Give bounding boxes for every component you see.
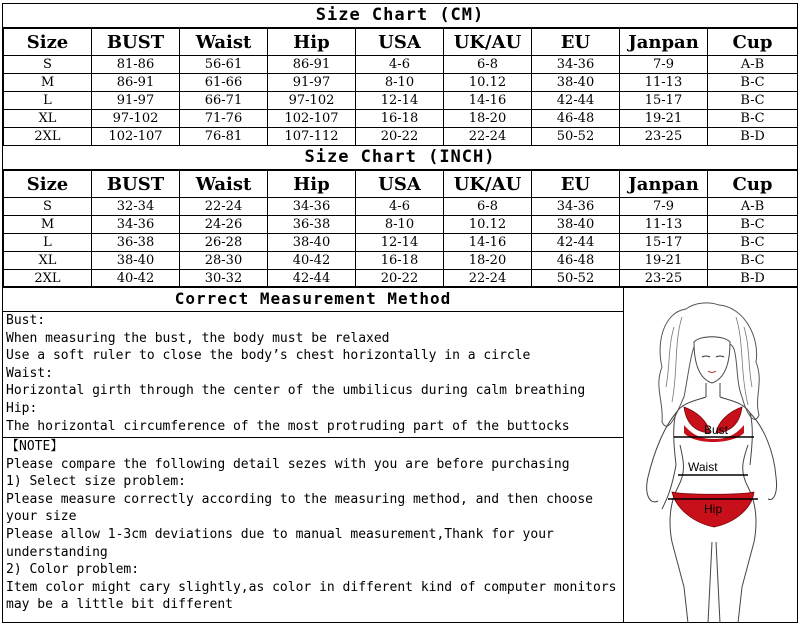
table-cell: 97-102 xyxy=(268,92,356,110)
col-bust-header: BUST xyxy=(92,29,180,56)
inch-size-table xyxy=(3,170,798,288)
table-cell: 22-24 xyxy=(444,128,532,146)
table-cell: 32-34 xyxy=(92,198,180,216)
table-cell: 56-61 xyxy=(180,56,268,74)
table-cell: 81-86 xyxy=(92,56,180,74)
table-cell: 23-25 xyxy=(620,128,708,146)
col-hip-header: Hip xyxy=(268,29,356,56)
col-size-header: Size xyxy=(4,171,92,198)
table-cell: B-C xyxy=(708,110,798,128)
table-cell: XL xyxy=(4,110,92,128)
size-chart-sheet xyxy=(2,3,798,623)
table-cell: 102-107 xyxy=(92,128,180,146)
table-cell: 36-38 xyxy=(92,234,180,252)
table-cell: 19-21 xyxy=(620,110,708,128)
table-cell: 24-26 xyxy=(180,216,268,234)
inch-header-row xyxy=(4,171,798,198)
method-line: Waist: xyxy=(6,365,53,381)
table-cell: M xyxy=(4,216,92,234)
table-cell: 97-102 xyxy=(92,110,180,128)
table-cell: 20-22 xyxy=(356,128,444,146)
table-cell: 11-13 xyxy=(620,216,708,234)
table-row xyxy=(4,216,798,234)
method-line: Use a soft ruler to close the body’s chest horizontally in a circle xyxy=(6,348,531,364)
table-cell: 86-91 xyxy=(92,74,180,92)
table-cell: 6-8 xyxy=(444,56,532,74)
table-cell: 34-36 xyxy=(532,198,620,216)
table-row xyxy=(4,74,798,92)
table-cell: 50-52 xyxy=(532,128,620,146)
table-cell: 20-22 xyxy=(356,270,444,288)
table-cell: 38-40 xyxy=(532,216,620,234)
table-cell: S xyxy=(4,198,92,216)
table-cell: 15-17 xyxy=(620,92,708,110)
method-text xyxy=(3,312,623,438)
table-cell: 102-107 xyxy=(268,110,356,128)
table-cell: 34-36 xyxy=(92,216,180,234)
table-cell: 30-32 xyxy=(180,270,268,288)
method-line: When measuring the bust, the body must be relaxed xyxy=(6,330,390,346)
table-cell: A-B xyxy=(708,56,798,74)
table-cell: 4-6 xyxy=(356,56,444,74)
method-line: Horizontal girth through the center of the umbilicus during calm breathing xyxy=(6,383,586,399)
col-japan-header: Janpan xyxy=(620,171,708,198)
table-cell: 34-36 xyxy=(532,56,620,74)
col-bust-header: BUST xyxy=(92,171,180,198)
table-cell: A-B xyxy=(708,198,798,216)
table-cell: B-C xyxy=(708,216,798,234)
note-line: Please allow 1-3cm deviations due to manual measurement,Thank for your understanding xyxy=(6,526,554,560)
note-line: Please measure correctly according to the measuring method, and then choose your size xyxy=(6,491,593,525)
table-cell: XL xyxy=(4,252,92,270)
note-line: 1) Select size problem: xyxy=(6,474,187,490)
table-cell: 11-13 xyxy=(620,74,708,92)
col-eu-header: EU xyxy=(532,29,620,56)
table-row xyxy=(4,92,798,110)
table-cell: 71-76 xyxy=(180,110,268,128)
table-cell: B-C xyxy=(708,92,798,110)
col-eu-header: EU xyxy=(532,171,620,198)
table-cell: 91-97 xyxy=(92,92,180,110)
table-cell: 6-8 xyxy=(444,198,532,216)
note-text xyxy=(3,438,623,614)
table-cell: B-C xyxy=(708,74,798,92)
table-row xyxy=(4,128,798,146)
table-cell: 42-44 xyxy=(268,270,356,288)
table-cell: 40-42 xyxy=(92,270,180,288)
table-cell: 7-9 xyxy=(620,198,708,216)
table-cell: L xyxy=(4,92,92,110)
table-cell: 23-25 xyxy=(620,270,708,288)
measurement-text-panel xyxy=(3,287,624,623)
col-japan-header: Janpan xyxy=(620,29,708,56)
col-cup-header: Cup xyxy=(708,29,798,56)
table-cell: 8-10 xyxy=(356,216,444,234)
col-ukau-header: UK/AU xyxy=(444,29,532,56)
table-cell: 38-40 xyxy=(532,74,620,92)
table-row xyxy=(4,198,798,216)
table-cell: 12-14 xyxy=(356,234,444,252)
note-line: Item color might cary slightly,as color in different kind of computer monitors may be a little bit different xyxy=(6,579,617,613)
note-title: 【NOTE】 xyxy=(6,439,64,454)
table-cell: 2XL xyxy=(4,270,92,288)
table-cell: 4-6 xyxy=(356,198,444,216)
note-line: Please compare the following detail sezes with you are before purchasing xyxy=(6,456,570,472)
table-cell: 76-81 xyxy=(180,128,268,146)
table-cell: 18-20 xyxy=(444,252,532,270)
cm-chart-title: Size Chart (CM) xyxy=(3,4,797,28)
method-line: Bust: xyxy=(6,313,46,328)
table-cell: 28-30 xyxy=(180,252,268,270)
table-cell: 34-36 xyxy=(268,198,356,216)
table-row xyxy=(4,56,798,74)
table-cell: 50-52 xyxy=(532,270,620,288)
table-cell: 18-20 xyxy=(444,110,532,128)
table-cell: 7-9 xyxy=(620,56,708,74)
table-cell: 107-112 xyxy=(268,128,356,146)
table-cell: 15-17 xyxy=(620,234,708,252)
table-cell: 10.12 xyxy=(444,74,532,92)
bust-label: Bust xyxy=(704,423,729,437)
table-cell: 10.12 xyxy=(444,216,532,234)
table-cell: 40-42 xyxy=(268,252,356,270)
col-size-header: Size xyxy=(4,29,92,56)
method-title: Correct Measurement Method xyxy=(3,287,623,312)
table-cell: B-D xyxy=(708,270,798,288)
table-row xyxy=(4,234,798,252)
table-cell: 8-10 xyxy=(356,74,444,92)
table-cell: 16-18 xyxy=(356,252,444,270)
woman-figure-illustration xyxy=(624,287,797,623)
table-cell: L xyxy=(4,234,92,252)
col-usa-header: USA xyxy=(356,171,444,198)
method-line: The horizontal circumference of the most protruding part of the buttocks xyxy=(6,418,570,434)
table-cell: 91-97 xyxy=(268,74,356,92)
table-cell: 26-28 xyxy=(180,234,268,252)
table-cell: 14-16 xyxy=(444,234,532,252)
col-waist-header: Waist xyxy=(180,29,268,56)
table-row xyxy=(4,252,798,270)
table-cell: B-C xyxy=(708,234,798,252)
col-cup-header: Cup xyxy=(708,171,798,198)
table-cell: 36-38 xyxy=(268,216,356,234)
measurement-figure xyxy=(624,287,797,623)
table-row xyxy=(4,270,798,288)
table-cell: 14-16 xyxy=(444,92,532,110)
table-cell: 38-40 xyxy=(92,252,180,270)
method-line: Hip: xyxy=(6,400,38,416)
table-cell: B-D xyxy=(708,128,798,146)
table-cell: 86-91 xyxy=(268,56,356,74)
col-hip-header: Hip xyxy=(268,171,356,198)
table-row xyxy=(4,110,798,128)
table-cell: 42-44 xyxy=(532,92,620,110)
measurement-section xyxy=(3,286,797,623)
col-usa-header: USA xyxy=(356,29,444,56)
table-cell: 46-48 xyxy=(532,110,620,128)
col-ukau-header: UK/AU xyxy=(444,171,532,198)
table-cell: 19-21 xyxy=(620,252,708,270)
table-cell: 16-18 xyxy=(356,110,444,128)
table-cell: 22-24 xyxy=(180,198,268,216)
table-cell: 61-66 xyxy=(180,74,268,92)
table-cell: 22-24 xyxy=(444,270,532,288)
note-line: 2) Color problem: xyxy=(6,562,140,578)
table-cell: 2XL xyxy=(4,128,92,146)
cm-header-row xyxy=(4,29,798,56)
table-cell: 46-48 xyxy=(532,252,620,270)
table-cell: 42-44 xyxy=(532,234,620,252)
waist-label: Waist xyxy=(688,460,718,474)
table-cell: 12-14 xyxy=(356,92,444,110)
table-cell: M xyxy=(4,74,92,92)
table-cell: S xyxy=(4,56,92,74)
hip-label: Hip xyxy=(704,502,723,516)
table-cell: 38-40 xyxy=(268,234,356,252)
inch-chart-title: Size Chart (INCH) xyxy=(3,146,797,170)
table-cell: B-C xyxy=(708,252,798,270)
col-waist-header: Waist xyxy=(180,171,268,198)
cm-size-table xyxy=(3,28,798,146)
table-cell: 66-71 xyxy=(180,92,268,110)
